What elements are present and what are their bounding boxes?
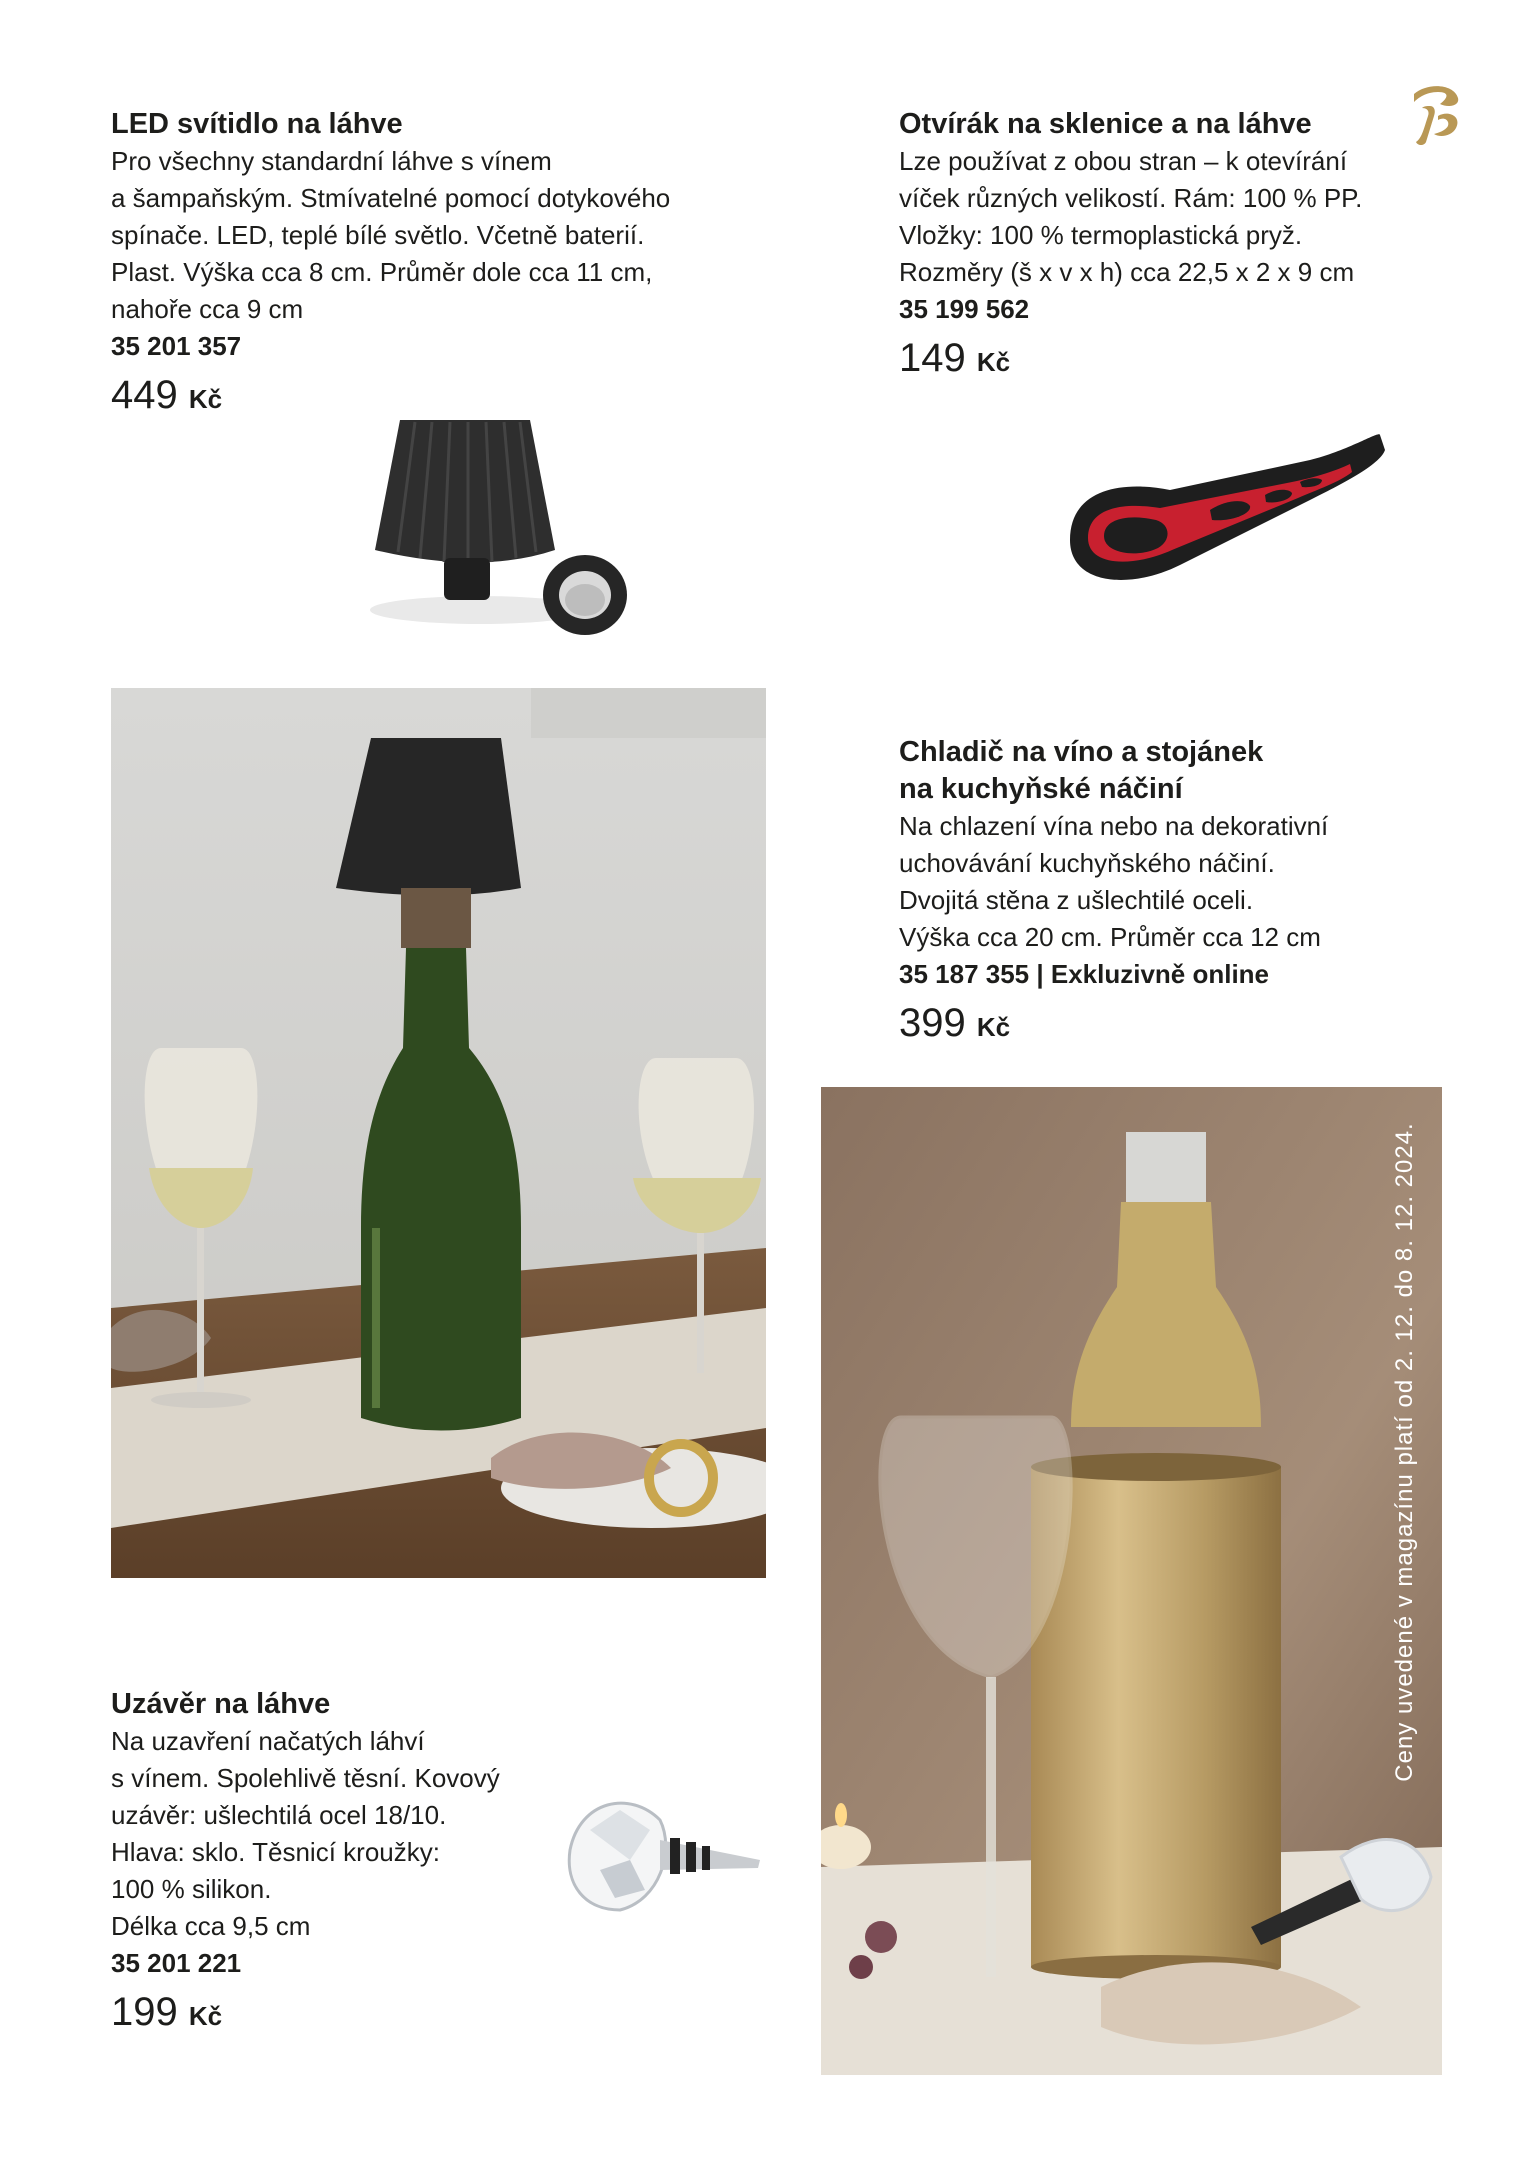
price-currency: Kč: [976, 347, 1011, 377]
product-price: [899, 334, 1419, 386]
product-price: [111, 1988, 631, 2040]
description-line: s vínem. Spolehlivě těsní. Kovový: [111, 1763, 500, 1793]
price-value: 149: [899, 336, 966, 380]
description-line: Dvojitá stěna z ušlechtilé oceli.: [899, 885, 1254, 915]
opener-product-image: [1060, 390, 1390, 610]
product-title: LED svítidlo na láhve: [111, 108, 403, 140]
description-line: uzávěr: ušlechtilá ocel 18/10.: [111, 1800, 447, 1830]
title-line: Chladič na víno a stojánek: [899, 736, 1264, 768]
price-value: 449: [111, 373, 178, 417]
product-description: [899, 143, 1419, 291]
stopper-product-image: [560, 1780, 770, 1940]
product-description: [111, 143, 731, 328]
led-lamp-product-image: [360, 400, 660, 660]
product-title: [899, 734, 1419, 808]
price-validity-note: Ceny uvedené v magazínu platí od 2. 12. do 8. 12. 2024.: [1391, 1122, 1418, 1782]
description-line: Délka cca 9,5 cm: [111, 1911, 311, 1941]
wine-cooler-scene-photo: [821, 1087, 1442, 2075]
description-line: spínače. LED, teplé bílé světlo. Včetně baterií.: [111, 220, 645, 250]
product-code: 35 199 562: [899, 294, 1030, 324]
product-bottle-stopper: [111, 1686, 631, 2040]
description-line: Rozměry (š x v x h) cca 22,5 x 2 x 9 cm: [899, 257, 1355, 287]
product-opener: [899, 106, 1419, 386]
product-code: 35 201 357: [111, 331, 242, 361]
title-line: na kuchyňské náčiní: [899, 773, 1183, 805]
price-currency: Kč: [188, 384, 223, 414]
price-currency: Kč: [188, 2001, 223, 2031]
description-line: Plast. Výška cca 8 cm. Průměr dole cca 11 cm,: [111, 257, 653, 287]
description-line: Výška cca 20 cm. Průměr cca 12 cm: [899, 922, 1321, 952]
product-title: Uzávěr na láhve: [111, 1688, 331, 1720]
description-line: Na chlazení vína nebo na dekorativní: [899, 811, 1329, 841]
description-line: 100 % silikon.: [111, 1874, 272, 1904]
lamp-bottle-scene-photo: [111, 688, 766, 1578]
price-currency: Kč: [976, 1012, 1011, 1042]
description-line: Na uzavření načatých láhví: [111, 1726, 425, 1756]
price-value: 199: [111, 1990, 178, 2034]
description-line: víček různých velikostí. Rám: 100 % PP.: [899, 183, 1363, 213]
product-led-lamp: [111, 106, 731, 423]
product-code: 35 201 221: [111, 1948, 242, 1978]
description-line: nahoře cca 9 cm: [111, 294, 304, 324]
product-description: [899, 808, 1419, 956]
description-line: Vložky: 100 % termoplastická pryž.: [899, 220, 1303, 250]
product-wine-cooler: [899, 734, 1419, 1051]
description-line: Hlava: sklo. Těsnicí kroužky:: [111, 1837, 440, 1867]
description-line: uchovávání kuchyňského náčiní.: [899, 848, 1275, 878]
product-title: Otvírák na sklenice a na láhve: [899, 108, 1312, 140]
description-line: Lze používat z obou stran – k otevírání: [899, 146, 1348, 176]
product-code: 35 187 355 | Exkluzivně online: [899, 959, 1270, 989]
product-price: [899, 999, 1419, 1051]
description-line: a šampaňským. Stmívatelné pomocí dotykového: [111, 183, 671, 213]
product-description: [111, 1723, 631, 1945]
description-line: Pro všechny standardní láhve s vínem: [111, 146, 552, 176]
price-value: 399: [899, 1001, 966, 1045]
